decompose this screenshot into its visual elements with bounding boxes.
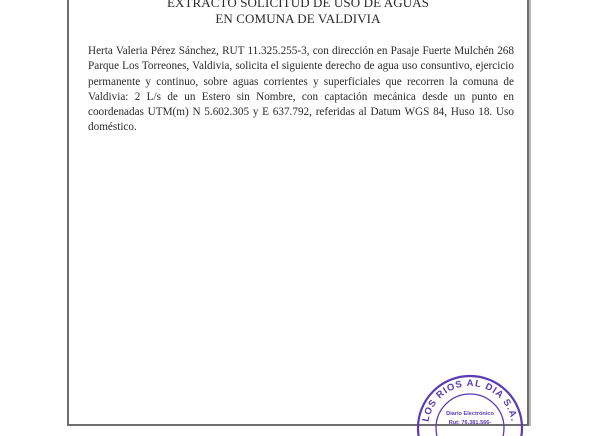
body-paragraph: Herta Valeria Pérez Sánchez, RUT 11.325.255-3, con dirección en Pasaje Fuerte Mulchén 268 Parque Los Torreones, Valdivia, solicita el siguiente derecho de agua uso consuntivo, ejercicio permanente y continuo, sobre aguas corrientes y superficiales que recorren la comuna de Valdivia: 2 L/s de un Estero sin Nombre, con captación mecánica desde un punto en coordenadas UTM(m) N 5.602.305 y E 637.792, referidas al Datum WGS 84, Huso 18. Uso doméstico. — [88, 45, 514, 134]
document-title-line-1: EXTRACTO SOLICITUD DE USO DE AGUAS — [166, 0, 430, 10]
stamp-line-2: Rut: 76.381.566- — [448, 420, 492, 426]
document-body — [88, 44, 514, 136]
stamp-ring-text: LOS RIOS AL DIA S.A. — [420, 377, 520, 423]
document-title-line-2: EN COMUNA DE VALDIVIA — [215, 11, 381, 26]
company-stamp — [405, 366, 535, 436]
stamp-line-1: Diario Electrónico — [446, 411, 494, 417]
